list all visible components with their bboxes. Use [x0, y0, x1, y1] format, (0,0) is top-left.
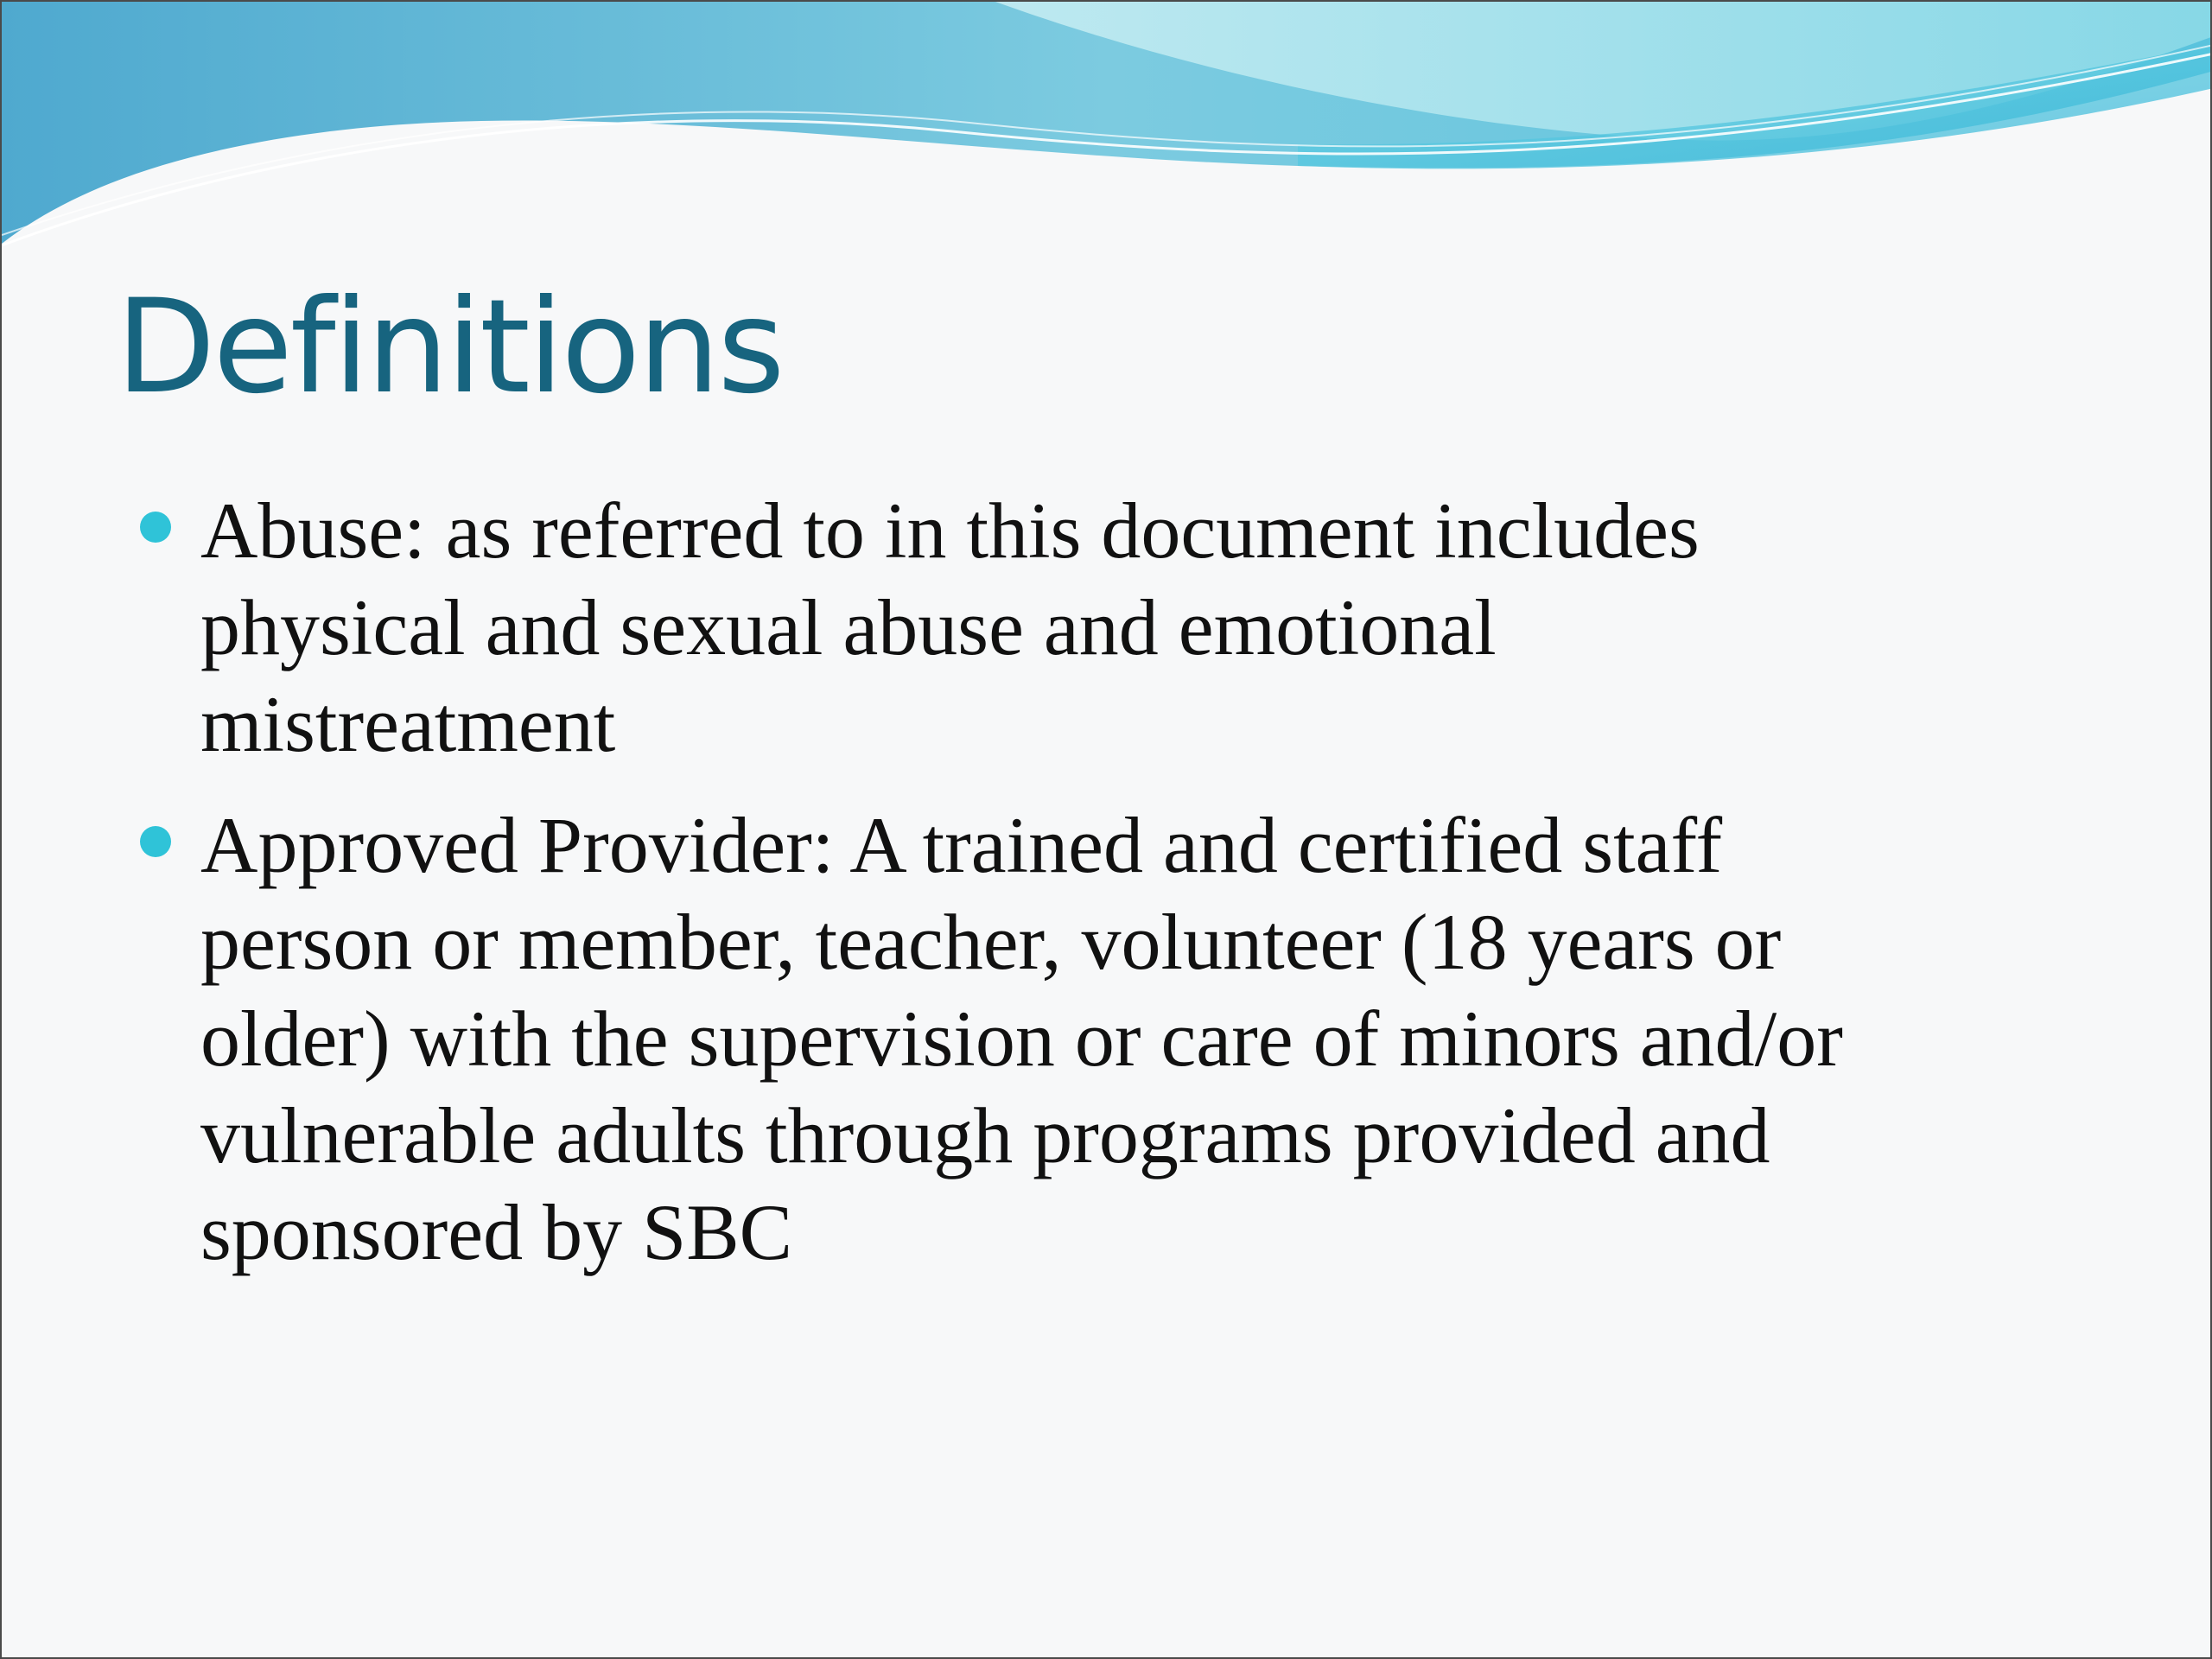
bullet-text-line: physical and sexual abuse and emotional [200, 583, 1497, 671]
slide-title: Definitions [116, 272, 783, 423]
bullet-text-line: Abuse: as referred to in this document includes [200, 486, 1700, 575]
bullet-item-approved-provider [140, 797, 2093, 1281]
bullet-text-line: person or member, teacher, volunteer (18 years or [200, 898, 1782, 986]
bullet-list [140, 482, 2093, 1305]
bullet-text-line: Approved Provider: A trained and certified staff [200, 801, 1723, 889]
bullet-dot-icon [140, 512, 171, 543]
bullet-dot-icon [140, 826, 171, 857]
bullet-text-line: mistreatment [200, 680, 616, 768]
bullet-text-line: vulnerable adults through programs provided and [200, 1091, 1770, 1179]
header-wave-decoration [2, 2, 2212, 261]
bullet-text-line: sponsored by SBC [200, 1188, 792, 1276]
bullet-text-line: older) with the supervision or care of minors and/or [200, 995, 1843, 1083]
bullet-item-abuse [140, 482, 2093, 772]
